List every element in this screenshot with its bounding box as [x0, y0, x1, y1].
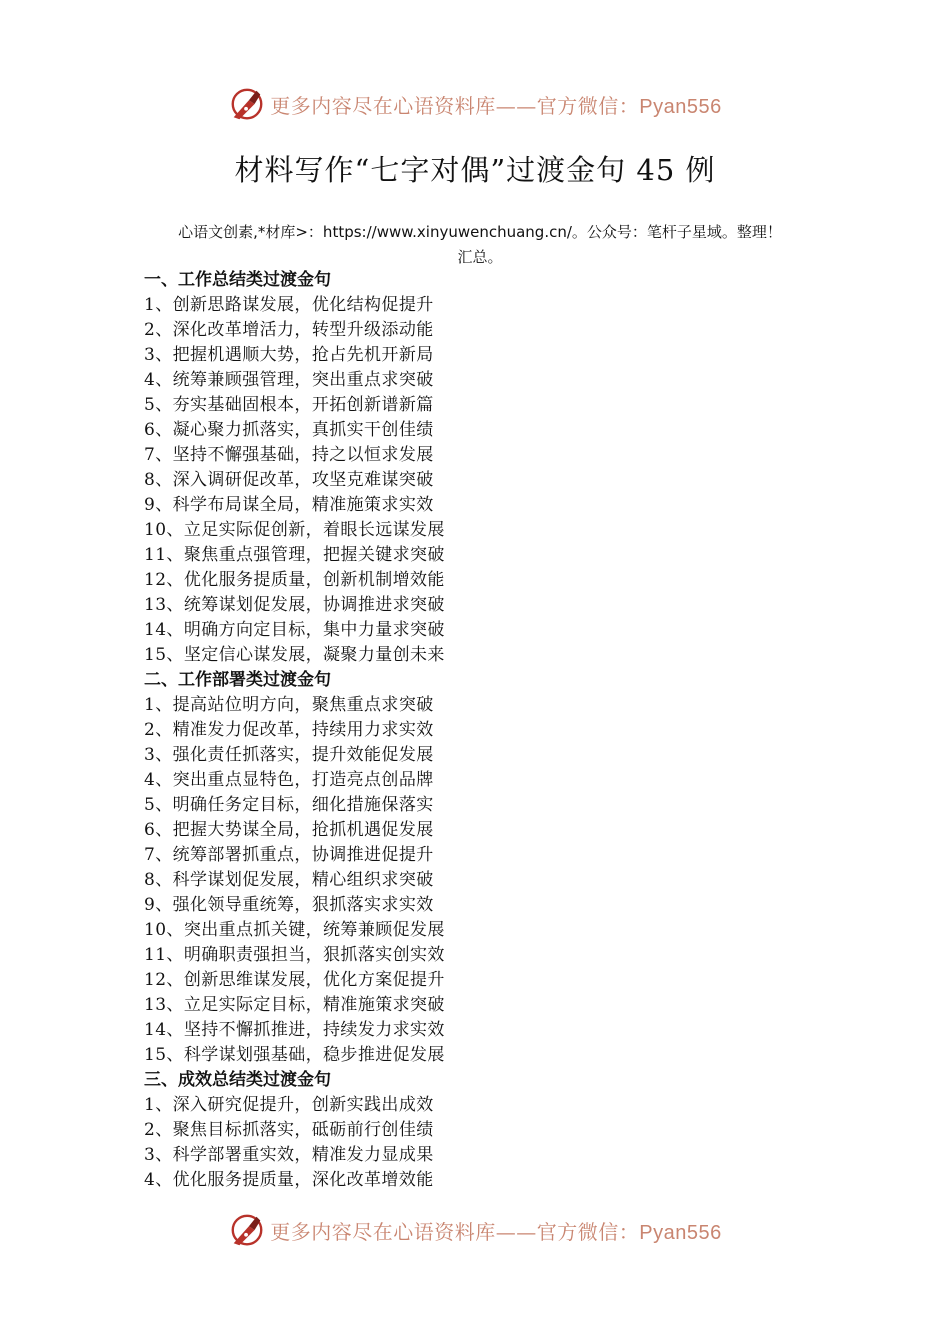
list-item: 9、科学布局谋全局，精准施策求实效 — [144, 495, 434, 515]
wechat-id: Pyan556 — [639, 1221, 722, 1244]
list-item: 1、提高站位明方向，聚焦重点求突破 — [144, 695, 434, 715]
watermark-text: 更多内容尽在心语资料库——官方微信：Pyan556 — [270, 93, 722, 118]
source-note-line-2: 汇总。 — [457, 248, 503, 266]
list-item: 15、科学谋划强基础，稳步推进促发展 — [144, 1045, 445, 1065]
list-item: 3、强化责任抓落实，提升效能促发展 — [144, 745, 434, 765]
list-item: 5、明确任务定目标，细化措施保落实 — [144, 795, 434, 815]
source-note — [140, 220, 820, 270]
list-item: 8、科学谋划促发展，精心组织求突破 — [144, 870, 434, 890]
list-item: 1、深入研究促提升，创新实践出成效 — [144, 1095, 434, 1115]
list-item: 5、夯实基础固根本，开拓创新谱新篇 — [144, 395, 434, 415]
watermark-text: 更多内容尽在心语资料库——官方微信：Pyan556 — [270, 1219, 722, 1244]
list-item: 15、坚定信心谋发展，凝聚力量创未来 — [144, 645, 445, 665]
document-body — [144, 268, 804, 1193]
list-item: 7、坚持不懈强基础，持之以恒求发展 — [144, 445, 434, 465]
list-item: 3、把握机遇顺大势，抢占先机开新局 — [144, 345, 434, 365]
source-note-line-1: 心语文创素,*材库>：https://www.xinyuwenchuang.cn/。公众号：笔杆子星域。整理！ — [178, 223, 782, 241]
footer-watermark — [0, 1210, 950, 1250]
header-watermark — [0, 84, 950, 124]
list-item: 13、立足实际定目标，精准施策求突破 — [144, 995, 445, 1015]
list-item: 10、立足实际促创新，着眼长远谋发展 — [144, 520, 445, 540]
list-item: 3、科学部署重实效，精准发力显成果 — [144, 1145, 434, 1165]
list-item: 10、突出重点抓关键，统筹兼顾促发展 — [144, 920, 445, 940]
list-item: 11、明确职责强担当，狠抓落实创实效 — [144, 945, 445, 965]
list-item: 14、坚持不懈抓推进，持续发力求实效 — [144, 1020, 445, 1040]
section-heading-work-deployment: 二、工作部署类过渡金句 — [144, 670, 331, 690]
list-item: 12、创新思维谋发展，优化方案促提升 — [144, 970, 445, 990]
list-item: 12、优化服务提质量，创新机制增效能 — [144, 570, 445, 590]
list-item: 2、精准发力促改革，持续用力求实效 — [144, 720, 434, 740]
pen-nib-logo-icon — [228, 1211, 266, 1249]
document-title: 材料写作“七字对偶”过渡金句 45 例 — [234, 153, 716, 187]
list-item: 4、优化服务提质量，深化改革增效能 — [144, 1170, 434, 1190]
list-item: 6、凝心聚力抓落实，真抓实干创佳绩 — [144, 420, 434, 440]
section-heading-work-summary: 一、工作总结类过渡金句 — [144, 270, 331, 290]
list-item: 2、聚焦目标抓落实，砥砺前行创佳绩 — [144, 1120, 434, 1140]
list-item: 14、明确方向定目标，集中力量求突破 — [144, 620, 445, 640]
list-item: 2、深化改革增活力，转型升级添动能 — [144, 320, 434, 340]
list-item: 9、强化领导重统筹，狠抓落实求实效 — [144, 895, 434, 915]
wechat-id: Pyan556 — [639, 95, 722, 118]
section-heading-results-summary: 三、成效总结类过渡金句 — [144, 1070, 331, 1090]
pen-nib-logo-icon — [228, 85, 266, 123]
list-item: 13、统筹谋划促发展，协调推进求突破 — [144, 595, 445, 615]
list-item: 6、把握大势谋全局，抢抓机遇促发展 — [144, 820, 434, 840]
list-item: 7、统筹部署抓重点，协调推进促提升 — [144, 845, 434, 865]
list-item: 11、聚焦重点强管理，把握关键求突破 — [144, 545, 445, 565]
list-item: 8、深入调研促改革，攻坚克难谋突破 — [144, 470, 434, 490]
list-item: 4、统筹兼顾强管理，突出重点求突破 — [144, 370, 434, 390]
list-item: 1、创新思路谋发展，优化结构促提升 — [144, 295, 434, 315]
list-item: 4、突出重点显特色，打造亮点创品牌 — [144, 770, 434, 790]
